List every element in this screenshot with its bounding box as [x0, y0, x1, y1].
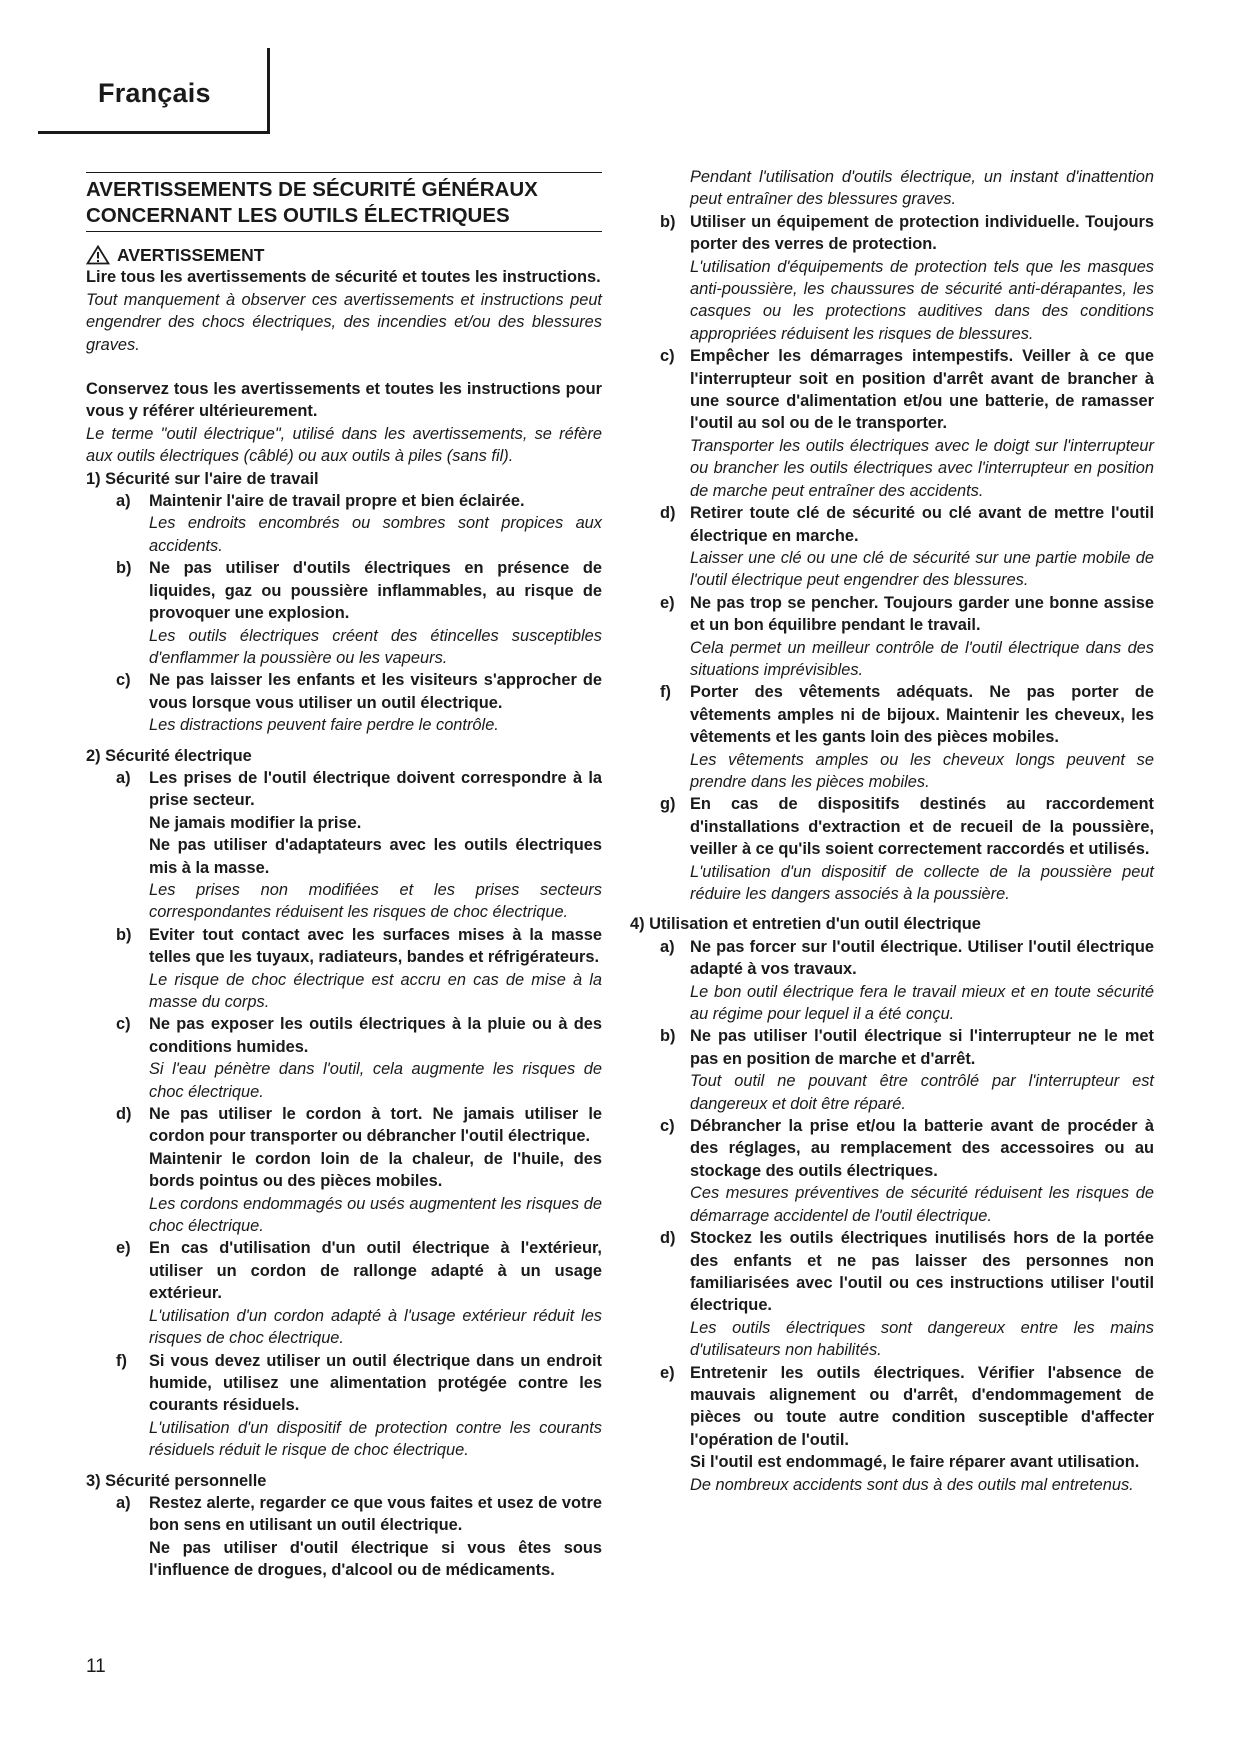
term-definition-text: Le terme "outil électrique", utilisé dans les avertissements, se réfère aux outils électriques (câblé) ou aux outils à piles (sans fil).: [86, 424, 602, 466]
list-item: g) En cas de dispositifs destinés au raccordement d'installations d'extraction et de recueil de la poussière, veiller à ce qu'ils soient correctement raccordés et utilisés. L'utilisation d'un dispositif de collecte de la poussière peut réduire les dangers associés à la poussière.: [660, 795, 1154, 903]
list-item: e) Ne pas trop se pencher. Toujours garder une bonne assise et un bon équilibre pendant le travail. Cela permet un meilleur contrôle de l'outil électrique dans des situations imprévisibles.: [660, 593, 1154, 679]
list-item: c) Ne pas laisser les enfants et les visiteurs s'approcher de vous lorsque vous utiliser un outil électrique. Les distractions peuvent faire perdre le contrôle.: [116, 671, 602, 735]
language-tab: [38, 48, 270, 134]
section-title: [86, 172, 602, 232]
list-item: b) Utiliser un équipement de protection individuelle. Toujours porter des verres de protection. L'utilisation d'équipements de protection tels que les masques anti-poussière, les chaussures de sécurité anti-dérapantes, les casques ou les protections auditives dans des conditions appropriées réduisent les risques de blessures.: [660, 212, 1154, 343]
warning-italic-text: Tout manquement à observer ces avertissements et instructions peut engendrer des chocs électriques, des incendies et/ou des blessures graves.: [86, 290, 602, 354]
list-item: b) Eviter tout contact avec les surfaces mises à la masse telles que les tuyaux, radiateurs, bandes et réfrigérateurs. Le risque de choc électrique est accru en cas de mise à la masse du corps.: [116, 925, 602, 1011]
right-column: [626, 166, 1154, 1496]
left-column: [86, 172, 602, 1582]
list-item: b) Ne pas utiliser d'outils électriques en présence de liquides, gaz ou poussière inflammables, au risque de provoquer une explosion. Les outils électriques créent des étincelles susceptibles d'enflammer la poussière ou les vapeurs.: [116, 559, 602, 667]
list-item: d) Ne pas utiliser le cordon à tort. Ne jamais utiliser le cordon pour transporter ou débrancher l'outil électrique. Maintenir le cordon loin de la chaleur, de l'huile, des bords pointus ou des pièces mobiles. Les cordons endommagés ou usés augmentent les risques de choc électrique.: [116, 1105, 602, 1236]
title-line-1: AVERTISSEMENTS DE SÉCURITÉ GÉNÉRAUX: [86, 178, 538, 201]
continued-italic: Pendant l'utilisation d'outils électrique, un instant d'inattention peut entraîner des blessures graves.: [690, 168, 1154, 209]
warning-label: AVERTISSEMENT: [117, 245, 265, 265]
list-item: a) Ne pas forcer sur l'outil électrique. Utiliser l'outil électrique adapté à vos travaux. Le bon outil électrique fera le travail mieux et en toute sécurité au régime pour lequel il a été conçu.: [660, 937, 1154, 1024]
list-item: b) Ne pas utiliser l'outil électrique si l'interrupteur ne le met pas en position de marche et d'arrêt. Tout outil ne pouvant être contrôlé par l'interrupteur est dangereux et doit être réparé.: [660, 1027, 1154, 1113]
warning-bold-text: Lire tous les avertissements de sécurité et toutes les instructions.: [86, 268, 601, 287]
list-item: f) Porter des vêtements adéquats. Ne pas porter de vêtements amples ni de bijoux. Maintenir les cheveux, les vêtements et les gants loin des pièces mobiles. Les vêtements amples ou les cheveux longs peuvent se prendre dans les pièces mobiles.: [660, 683, 1154, 791]
language-label: Français: [98, 78, 211, 108]
list-item: e) En cas d'utilisation d'un outil électrique à l'extérieur, utiliser un cordon de rallonge adapté à un usage extérieur. L'utilisation d'un cordon adapté à l'usage extérieur réduit les risques de choc électrique.: [116, 1239, 602, 1348]
list-item: a) Restez alerte, regarder ce que vous faites et usez de votre bon sens en utilisant un outil électrique. Ne pas utiliser d'outil électrique si vous êtes sous l'influence de drogues, d'alcool ou de médicaments.: [116, 1493, 602, 1580]
section-1-heading: 1) Sécurité sur l'aire de travail: [86, 469, 319, 488]
warning-triangle-icon: [86, 245, 110, 265]
list-item: c) Empêcher les démarrages intempestifs. Veiller à ce que l'interrupteur soit en position d'arrêt avant de brancher à une source d'alimentation et/ou une batterie, de ramasser l'outil au sol ou de le transporter. Transporter les outils électriques avec le doigt sur l'interrupteur ou brancher les outils électriques avec l'interrupteur en position de marche peut entraîner des accidents.: [660, 347, 1154, 500]
section-3-heading: 3) Sécurité personnelle: [86, 1471, 267, 1490]
warning-heading: [86, 244, 602, 266]
page-number: 11: [86, 1656, 106, 1677]
list-item: c) Ne pas exposer les outils électriques à la pluie ou à des conditions humides. Si l'eau pénètre dans l'outil, cela augmente les risques de choc électrique.: [116, 1015, 602, 1101]
title-line-2: CONCERNANT LES OUTILS ÉLECTRIQUES: [86, 204, 510, 227]
list-item: d) Retirer toute clé de sécurité ou clé avant de mettre l'outil électrique en marche. Laisser une clé ou une clé de sécurité sur une partie mobile de l'outil électrique peut engendrer des blessures.: [660, 504, 1154, 590]
list-item: d) Stockez les outils électriques inutilisés hors de la portée des enfants et ne pas laisser des personnes non familiarisées avec l'outil ou ces instructions utiliser l'outil électrique. Les outils électriques sont dangereux entre les mains d'utilisateurs non habilités.: [660, 1229, 1154, 1360]
section-2-heading: 2) Sécurité électrique: [86, 746, 252, 765]
keep-instructions-text: Conservez tous les avertissements et toutes les instructions pour vous y référer ultérieurement.: [86, 380, 602, 421]
list-item: e) Entretenir les outils électriques. Vérifier l'absence de mauvais alignement ou d'arrêt, d'endommagement de pièces ou toute autre condition susceptible d'affecter l'opération de l'outil. Si l'outil est endommagé, le faire réparer avant utilisation. De nombreux accidents sont dus à des outils mal entretenus.: [660, 1363, 1154, 1494]
list-item: c) Débrancher la prise et/ou la batterie avant de procéder à des réglages, au remplacement des accessoires ou au stockage des outils électriques. Ces mesures préventives de sécurité réduisent les risques de démarrage accidentel de l'outil électrique.: [660, 1117, 1154, 1225]
list-item: a) Maintenir l'aire de travail propre et bien éclairée. Les endroits encombrés ou sombres sont propices aux accidents.: [116, 492, 602, 555]
list-item: a) Les prises de l'outil électrique doivent correspondre à la prise secteur. Ne jamais modifier la prise. Ne pas utiliser d'adaptateurs avec les outils électriques mis à la masse. Les prises non modifiées et les prises secteurs correspondantes réduisent les risques de choc électrique.: [116, 768, 602, 922]
list-item: f) Si vous devez utiliser un outil électrique dans un endroit humide, utilisez une alimentation protégée contre les courants résiduels. L'utilisation d'un dispositif de protection contre les courants résiduels réduit le risque de choc électrique.: [116, 1351, 602, 1460]
section-4-heading: 4) Utilisation et entretien d'un outil électrique: [630, 915, 981, 934]
